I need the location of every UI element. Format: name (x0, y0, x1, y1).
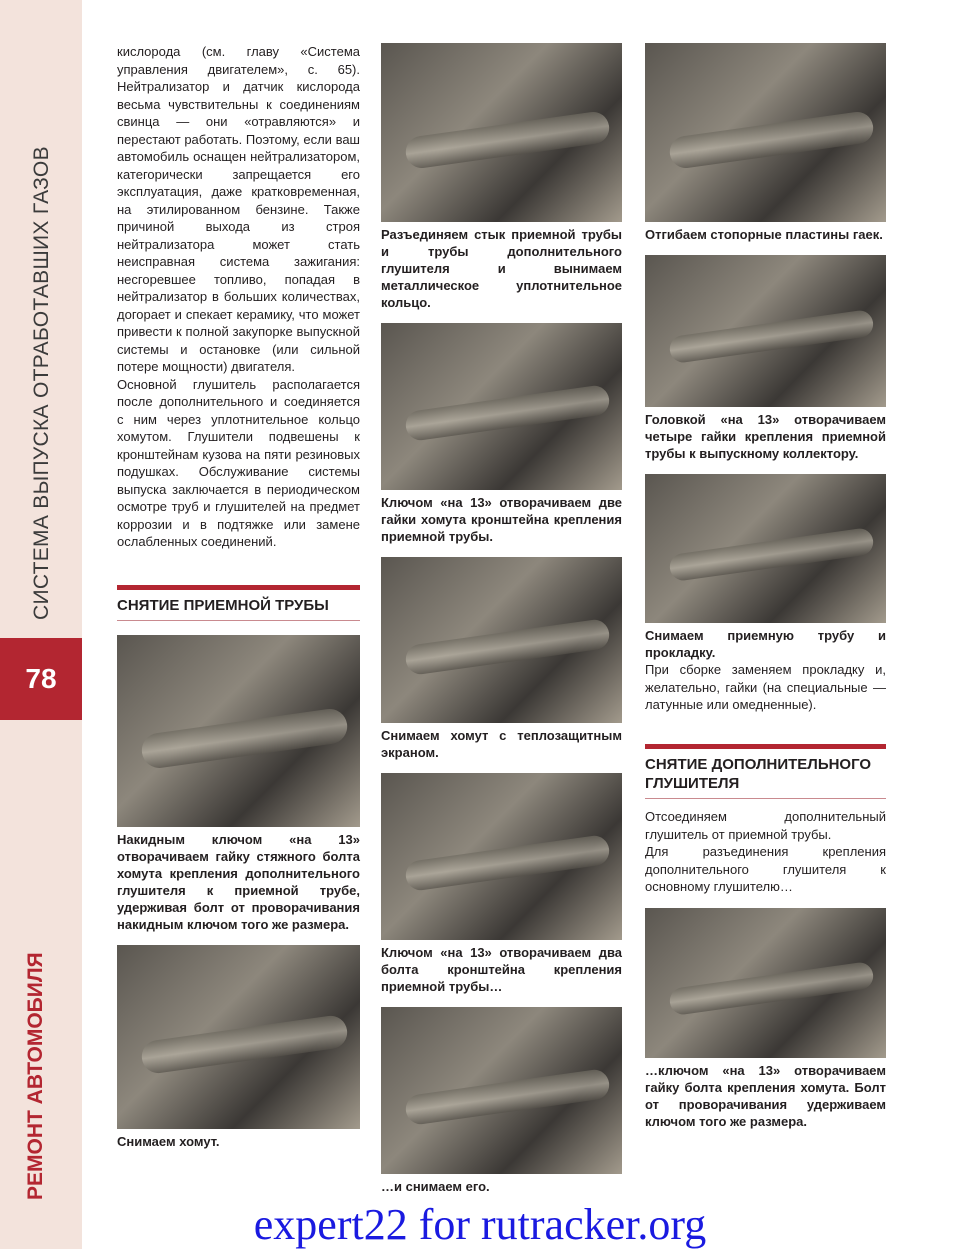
section-heading: СНЯТИЕ ПРИЕМНОЙ ТРУБЫ (117, 596, 329, 614)
photo-lock-plates (645, 43, 886, 222)
photo-remove-bracket (381, 1007, 622, 1174)
photo-wrench-clamp (117, 635, 360, 827)
caption: Снимаем приемную трубу и прокладку. (645, 628, 886, 660)
heading-bar (117, 585, 360, 590)
photo-heat-shield (381, 557, 622, 723)
photo-clamp-bolt (645, 908, 886, 1058)
caption: Отгибаем стопорные пластины гаек. (645, 227, 883, 242)
caption: …и снимаем его. (381, 1179, 490, 1194)
photo-ring (381, 43, 622, 222)
column-3 (645, 43, 886, 1130)
column-2 (381, 43, 622, 1195)
column-1 (117, 43, 360, 1150)
caption: Снимаем хомут с теплозащитным экраном. (381, 728, 622, 760)
photo-bracket-nuts (381, 323, 622, 490)
watermark: expert22 for rutracker.org (253, 1200, 707, 1249)
section-title: СИСТЕМА ВЫПУСКА ОТРАБОТАВШИХ ГАЗОВ (30, 146, 53, 620)
photo-remove-pipe (645, 474, 886, 623)
caption: Головкой «на 13» отворачиваем четыре гайки крепления приемной трубы к выпускному коллектору. (645, 412, 886, 461)
paragraph: Для разъединения крепления дополнительного глушителя к основному глушителю… (645, 844, 886, 894)
heading-bar (645, 744, 886, 749)
photo-clamp (117, 945, 360, 1129)
caption: Ключом «на 13» отворачиваем два болта кронштейна крепления приемной трубы… (381, 945, 622, 994)
muffler-paragraph: Основной глушитель располагается после дополнительного и соединяется с ним через уплотнительное кольцо хомутом. Глушители подвешены к кронштейнам кузова на пяти резиновых подушках. Обслуживание системы выпуска заключается в периодическом осмотре труб и глушителей на предмет коррозии и в подтяжке или замене ослабленных соединений. (117, 376, 360, 549)
photo-bracket-bolts (381, 773, 622, 940)
caption: Ключом «на 13» отворачиваем две гайки хомута кронштейна крепления приемной трубы. (381, 495, 622, 544)
assembly-note: При сборке заменяем прокладку и, желательно, гайки (на специальные — латунные или омедненные). (645, 662, 886, 712)
caption: Накидным ключом «на 13» отворачиваем гайку стяжного болта хомута крепления дополнительного глушителя к приемной трубе, удерживая болт от проворачивания накидным ключом того же размера. (117, 832, 360, 932)
section-heading: СНЯТИЕ ДОПОЛНИТЕЛЬНОГО ГЛУШИТЕЛЯ (645, 755, 872, 792)
caption: Разъединяем стык приемной трубы и трубы дополнительного глушителя и вынимаем металлическое уплотнительное кольцо. (381, 227, 622, 310)
photo-manifold-nuts (645, 255, 886, 407)
page-number: 78 (0, 638, 82, 720)
caption: …ключом «на 13» отворачиваем гайку болта крепления хомута. Болт от проворачивания удерживаем ключом того же размера. (645, 1062, 886, 1129)
caption: Снимаем хомут. (117, 1134, 220, 1149)
book-title: РЕМОНТ АВТОМОБИЛЯ (24, 952, 47, 1200)
paragraph: Отсоединяем дополнительный глушитель от приемной трубы. (645, 809, 886, 842)
intro-paragraph: кислорода (см. главу «Система управления двигателем», с. 65). Нейтрализатор и датчик кислорода весьма чувствительны к соединениям свинца — они «отравляются» и перестают работать. Поэтому, если ваш автомобиль оснащен нейтрализатором, категорически запрещается его эксплуатация, даже кратковременная, на этилированном бензине. Также причиной выхода из строя нейтрализатора может стать неисправная система зажигания: несгоревшее топливо, попадая в нейтрализатор в больших количествах, догорает и спекает керамику, что может привести к полной закупорке выпускной системы и остановке (или сильной потере мощности) двигателя. (117, 44, 360, 374)
